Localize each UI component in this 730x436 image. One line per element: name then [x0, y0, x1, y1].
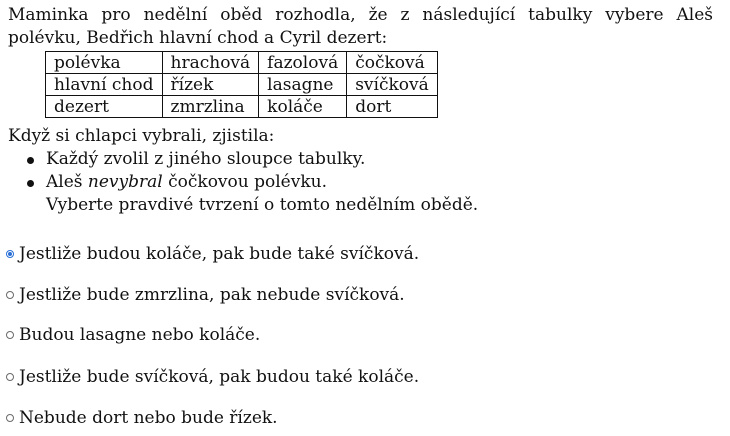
table-cell: čočková — [347, 52, 438, 74]
table-cell: řízek — [162, 74, 259, 96]
table-cell: dezert — [46, 96, 163, 118]
option-label: Jestliže bude svíčková, pak budou také koláče. — [19, 367, 420, 387]
radio-button[interactable] — [6, 250, 14, 258]
table-cell: fazolová — [259, 52, 347, 74]
table-cell: svíčková — [347, 74, 438, 96]
table-row — [46, 96, 438, 118]
option-label: Jestliže bude zmrzlina, pak nebude svíčková. — [19, 285, 405, 305]
answer-option-2[interactable] — [6, 284, 405, 306]
bullet-text: Každý zvolil z jiného sloupce tabulky. — [46, 149, 366, 169]
answer-option-3[interactable] — [6, 324, 260, 346]
table-cell: hrachová — [162, 52, 259, 74]
list-item — [24, 148, 365, 171]
radio-button[interactable] — [6, 291, 14, 299]
bullet-text-prefix: Aleš — [46, 172, 88, 192]
list-item — [24, 171, 365, 194]
table-cell: zmrzlina — [162, 96, 259, 118]
table-cell: dort — [347, 96, 438, 118]
table-cell: hlavní chod — [46, 74, 163, 96]
answer-option-4[interactable] — [6, 366, 419, 388]
observation-intro: Když si chlapci vybrali, zjistila: — [8, 126, 275, 146]
bullet-icon — [27, 180, 34, 187]
bullet-text-suffix: čočkovou polévku. — [162, 172, 327, 192]
table-row — [46, 52, 438, 74]
bullet-list — [24, 148, 365, 194]
intro-text: Maminka pro nedělní oběd rozhodla, že z následující tabulky vybere Aleš polévku, Bedřich hlavní chod a Cyril dezert: — [8, 5, 713, 48]
table-cell: polévka — [46, 52, 163, 74]
bullet-icon — [27, 157, 34, 164]
table-row — [46, 74, 438, 96]
bullet-text-emphasis: nevybral — [87, 172, 163, 192]
menu-table — [45, 51, 438, 118]
answer-option-1[interactable] — [6, 243, 419, 265]
option-label: Nebude dort nebo bude řízek. — [19, 408, 278, 428]
table-cell: koláče — [259, 96, 347, 118]
table-cell: lasagne — [259, 74, 347, 96]
radio-button[interactable] — [6, 373, 14, 381]
answer-option-5[interactable] — [6, 407, 278, 429]
radio-button[interactable] — [6, 414, 14, 422]
question-text: Vyberte pravdivé tvrzení o tomto nedělním obědě. — [46, 195, 479, 215]
option-label: Budou lasagne nebo koláče. — [19, 325, 261, 345]
option-label: Jestliže budou koláče, pak bude také svíčková. — [19, 244, 420, 264]
radio-button[interactable] — [6, 331, 14, 339]
